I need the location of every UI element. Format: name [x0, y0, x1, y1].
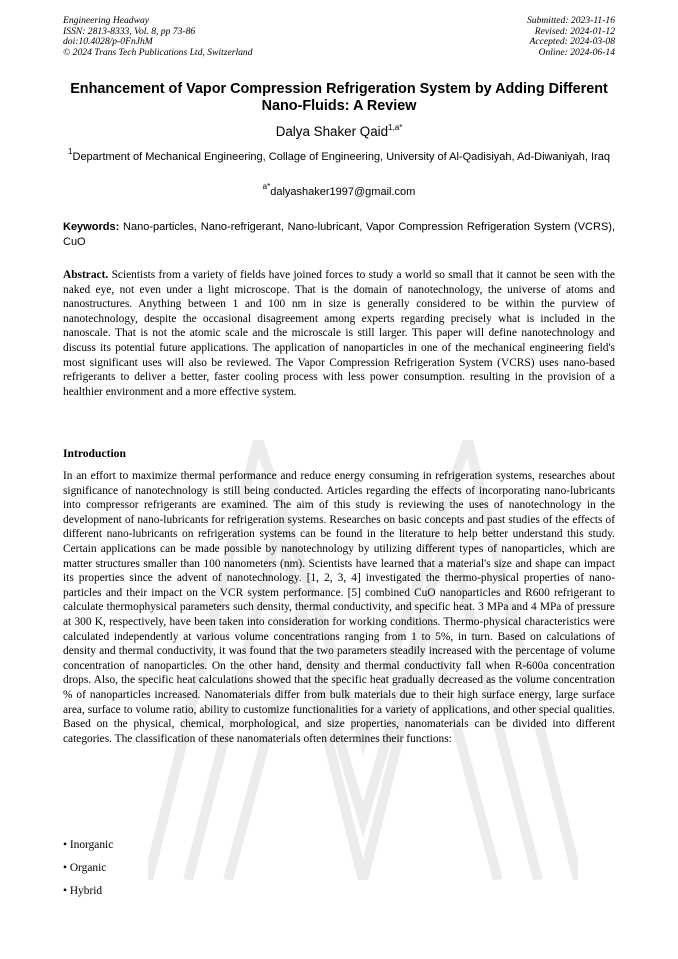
keywords: [63, 220, 615, 249]
copyright: © 2024 Trans Tech Publications Ltd, Switzerland: [63, 46, 253, 58]
author-email: [63, 182, 615, 199]
affiliation: [63, 147, 615, 164]
list-item: • Organic: [63, 862, 107, 874]
introduction-paragraph: In an effort to maximize thermal performance and reduce energy consuming in refrigeration systems, researches about significance of nanotechnology is still being conducted. Articles regarding the effects of incorporating nano-lubricants into compressor refrigerants are examined. The aim of this study is reviewing the uses of nanotechnology in the development of nano-lubricants for refrigeration systems. Researches on basic concepts and past studies of the effects of different nano-lubricants on refrigeration systems can be found in the literature to help better understand this study. Certain applications can be made possible by nanotechnology by utilizing different types of nanoparticles, which are matter structures smaller than 100 nanometers (nm). Scientists have learned that a material's size and shape can impact its properties since the advent of nanotechnology. [1, 2, 3, 4] investigated the thermo-physical properties of nano-particles and their impact on the VCR system performance. [5] combined CuO nanoparticles and R600 refrigerant to calculate thermophysical parameters such density, thermal conductivity, and specific heat. 3 MPa and 4 MPa of pressure at 300 K, respectively, have been taken into consideration for working conditions. Thermo-physical characteristics were calculated independently at various volume concentrations ranging from 1 to 5%, in turn. Based on calculations of density and thermal conductivity, it was found that the two parameters steadily increased with the percentage of volume concentration of nanoparticles. On the other hand, density and thermal conductivity fall when R-600a concentration drops. Also, the specific heat calculations showed that the specific heat gradually decreased as the volume concentration % of nanoparticles increased. Nanomaterials differ from bulk materials due to their high surface energy, large surface area, surface to volume ratio, ability to customize functionalities for a variety of applications, and other special qualities. Based on the physical, chemical, morphological, and size properties, nanomaterials can be divided into different categories. The classification of these nanomaterials often determines their functions:: [63, 470, 615, 745]
doi: doi:10.4028/p-0FnJhM: [63, 36, 153, 48]
author-name: Dalya Shaker Qaid: [275, 124, 389, 139]
issn-volume: ISSN: 2813-8333, Vol. 8, pp 73-86: [63, 25, 196, 37]
list-item: • Hybrid: [63, 885, 103, 897]
journal-name: Engineering Headway: [63, 15, 150, 26]
author: [63, 124, 615, 140]
date-submitted: Submitted: 2023-11-16: [526, 15, 615, 26]
abstract-text: Scientists from a variety of fields have joined forces to study a world so small that it cannot be seen with the naked eye, not even under a light microscope. That is the domain of nanotechnology, the universe of atoms and nanostructures. Anything between 1 and 100 nm in size is generally considered to be within the purview of nanotechnology, despite the occasional disagreement among experts regarding precisely what is included in the nanoscale. That is not the atomic scale and the microscale is still larger. This paper will define nanotechnology and discuss its potential future applications. The application of nanoparticles in one of the mechanical engineering field's most significant uses will also be reviewed. The Vapor Compression Refrigeration System (VCRS) uses nano-based refrigerants to deliver a better, faster cooling process with less power consumption. resulting in the provision of a healthier environment and a more effective system.: [63, 269, 615, 398]
paper-title: Enhancement of Vapor Compression Refrigeration System by Adding Different Nano-Fluids: A Review: [70, 81, 608, 114]
abstract-label: Abstract.: [63, 269, 109, 281]
affiliation-text: Department of Mechanical Engineering, Collage of Engineering, University of Al-Qadisiyah, Ad-Diwaniyah, Iraq: [72, 151, 610, 163]
date-revised: Revised: 2024-01-12: [534, 25, 615, 37]
keywords-text: Nano-particles, Nano-refrigerant, Nano-lubricant, Vapor Compression Refrigeration System (VCRS), CuO: [63, 221, 615, 248]
date-online: Online: 2024-06-14: [538, 46, 615, 58]
author-superscript: 1,a*: [388, 122, 403, 132]
email-address: dalyashaker1997@gmail.com: [270, 186, 416, 198]
keywords-label: Keywords:: [63, 221, 120, 233]
email-superscript: a*: [262, 182, 271, 192]
category-list: [63, 838, 113, 907]
affiliation-superscript: 1: [68, 147, 73, 157]
date-accepted: Accepted: 2024-03-08: [529, 36, 615, 48]
journal-header: [63, 16, 615, 58]
list-item: • Inorganic: [63, 839, 114, 851]
journal-info: [63, 16, 253, 58]
publication-dates: [527, 16, 615, 58]
introduction-heading: Introduction: [63, 447, 126, 460]
abstract: [63, 268, 615, 399]
